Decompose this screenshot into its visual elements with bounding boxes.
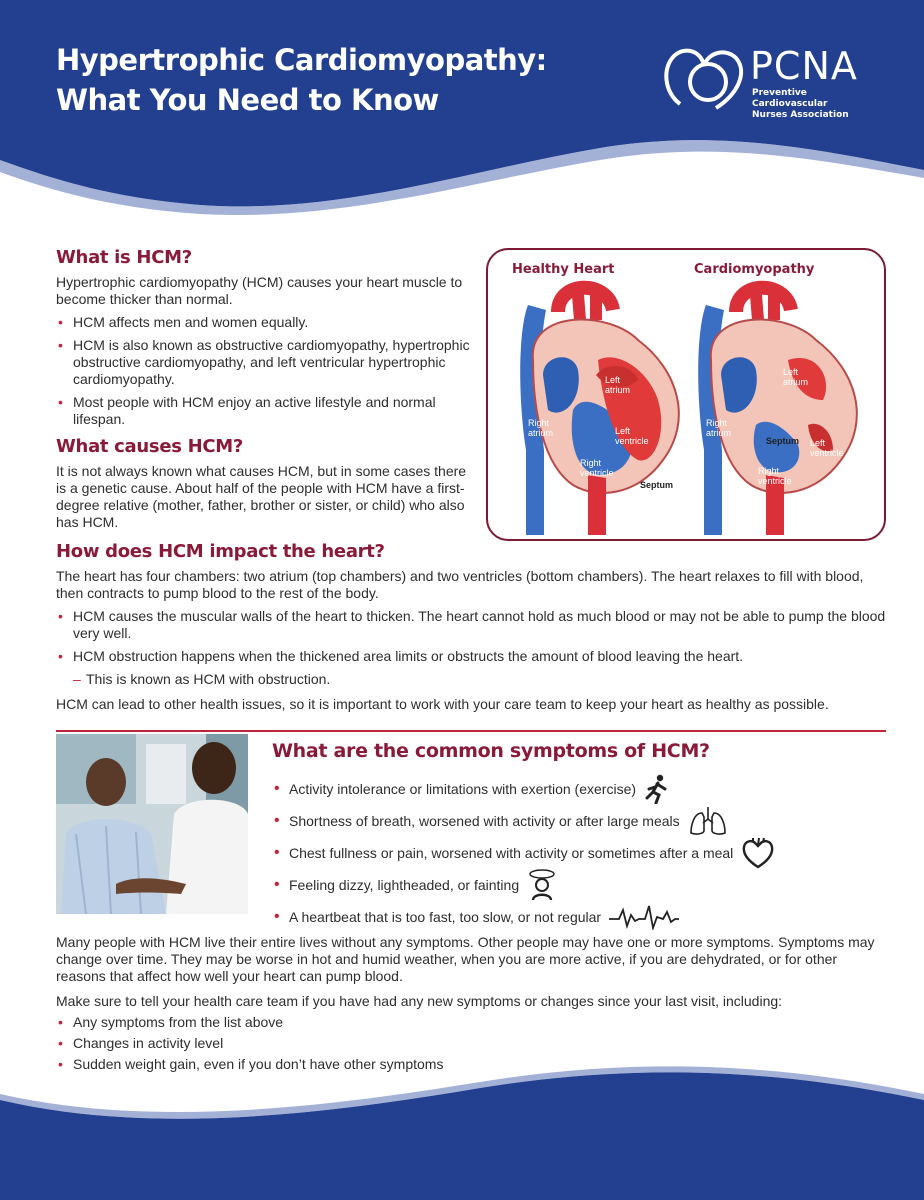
heart-comparison-figure [486, 248, 886, 541]
symptom-text: • A heartbeat that is too fast, too slow, or not regular [289, 909, 602, 925]
symptom-text: • Feeling dizzy, lightheaded, or fainting [289, 877, 520, 893]
list-item: • Most people with HCM enjoy an active lifestyle and normal lifespan. [56, 394, 476, 428]
footer-banner [0, 1060, 924, 1200]
what-is-hcm-intro: Hypertrophic cardiomyopathy (HCM) causes your heart muscle to become thicker than normal. [56, 274, 463, 307]
hcm-impact-heading: How does HCM impact the heart? [56, 541, 385, 562]
what-causes-hcm-heading: What causes HCM? [56, 436, 244, 457]
cardio-left-ventricle-label: Left [810, 438, 826, 448]
sub-list-item: – This is known as HCM with obstruction. [56, 671, 886, 688]
symptoms-note-paragraph: Many people with HCM live their entire lives without any symptoms. Other people may have one or more symptoms. Symptoms may change over time. They may be worse in hot and humid weather, when you are more active, if you are dehydrated, or for other reasons that affect how well your heart can pump blood. [56, 934, 875, 984]
what-is-hcm-heading: What is HCM? [56, 247, 192, 268]
list-item [272, 870, 882, 900]
symptom-text: • Chest fullness or pain, worsened with activity or sometimes after a meal [289, 845, 734, 861]
what-is-hcm-section [56, 247, 476, 428]
healthy-left-atrium-label: Left [605, 375, 621, 385]
cardio-right-atrium-label: Right [706, 418, 728, 428]
logo-name: PCNA [750, 44, 858, 88]
list-item: • HCM affects men and women equally. [56, 314, 476, 331]
symptoms-list [272, 774, 882, 932]
healthy-left-ventricle-label-2: ventricle [615, 436, 649, 446]
healthy-septum-label: Septum [640, 480, 674, 490]
symptoms-heading: What are the common symptoms of HCM? [272, 740, 710, 762]
what-causes-hcm-body: It is not always known what causes HCM, but in some cases there is a genetic cause. About half of the people with HCM have a first-degree relative (mother, father, brother or sister, or child) who also has HCM. [56, 463, 467, 530]
heartbeat-line-icon [609, 904, 679, 930]
symptoms-notes-section [56, 934, 886, 1073]
list-item [272, 774, 882, 804]
title-line-2: What You Need to Know [56, 83, 439, 117]
healthy-left-atrium-label-2: atrium [605, 385, 631, 395]
healthy-heart-illustration [520, 288, 679, 535]
list-item: • Any symptoms from the list above [56, 1014, 886, 1031]
list-item [272, 902, 882, 932]
symptom-text: • Activity intolerance or limitations with exertion (exercise) [289, 781, 637, 797]
doctor-patient-illustration [56, 734, 248, 914]
symptom-text: • Shortness of breath, worsened with activity or after large meals [289, 813, 680, 829]
cardiomyopathy-label: Cardiomyopathy [694, 262, 815, 277]
heart-illustration [488, 250, 886, 541]
page-title [56, 40, 547, 120]
cardio-left-ventricle-label-2: ventricle [810, 448, 844, 458]
healthy-heart-label: Healthy Heart [512, 262, 615, 277]
lungs-icon [688, 805, 728, 837]
logo-subtitle [752, 88, 880, 121]
cardio-right-ventricle-label: Right [758, 466, 780, 476]
hcm-impact-list [56, 608, 886, 665]
list-item: • Sudden weight gain, even if you don’t have other symptoms [56, 1056, 886, 1073]
dizzy-person-icon [527, 869, 557, 901]
cardio-left-atrium-label: Left [783, 367, 799, 377]
what-causes-hcm-section [56, 436, 476, 531]
healthy-right-atrium-label: Right [528, 418, 550, 428]
cardio-right-ventricle-label-2: ventricle [758, 476, 792, 486]
title-line-1: Hypertrophic Cardiomyopathy: [56, 43, 547, 77]
healthy-left-ventricle-label: Left [615, 426, 631, 436]
list-item: • HCM is also known as obstructive cardiomyopathy, hypertrophic obstructive cardiomyopathy, and left ventricular hypertrophic cardiomyopathy. [56, 337, 476, 388]
logo-subtitle-line-1: Preventive Cardiovascular [752, 88, 828, 109]
pcna-logo [660, 42, 880, 120]
cardio-right-atrium-label-2: atrium [706, 428, 732, 438]
list-item: • HCM causes the muscular walls of the heart to thicken. The heart cannot hold as much blood or may not be able to pump the blood very well. [56, 608, 886, 642]
list-item: • HCM obstruction happens when the thickened area limits or obstructs the amount of blood leaving the heart. [56, 648, 886, 665]
what-is-hcm-list [56, 314, 476, 428]
list-item: • Changes in activity level [56, 1035, 886, 1052]
cardio-septum-label: Septum [766, 436, 800, 446]
tell-care-team-paragraph: Make sure to tell your health care team if you have had any new symptoms or changes since your last visit, including: [56, 993, 783, 1009]
section-divider [56, 730, 886, 732]
healthy-right-ventricle-label: Right [580, 458, 602, 468]
hcm-impact-closing: HCM can lead to other health issues, so it is important to work with your care team to keep your heart as healthy as possible. [56, 696, 829, 712]
running-person-icon [644, 774, 670, 804]
heart-rings-logo-icon [660, 42, 746, 117]
list-item [272, 806, 882, 836]
heart-icon [741, 836, 775, 870]
healthy-right-ventricle-label-2: ventricle [580, 468, 614, 478]
hcm-impact-section [56, 541, 886, 713]
healthy-right-atrium-label-2: atrium [528, 428, 554, 438]
hcm-impact-intro: The heart has four chambers: two atrium (top chambers) and two ventricles (bottom chambers). The heart relaxes to fill with blood, then contracts to pump blood to the rest of the body. [56, 568, 864, 601]
cardio-left-atrium-label-2: atrium [783, 377, 809, 387]
symptoms-section [272, 740, 882, 934]
logo-subtitle-line-2: Nurses Association [752, 110, 849, 120]
cardiomyopathy-heart-illustration [698, 288, 857, 535]
list-item [272, 838, 882, 868]
doctor-patient-photo [56, 734, 248, 914]
